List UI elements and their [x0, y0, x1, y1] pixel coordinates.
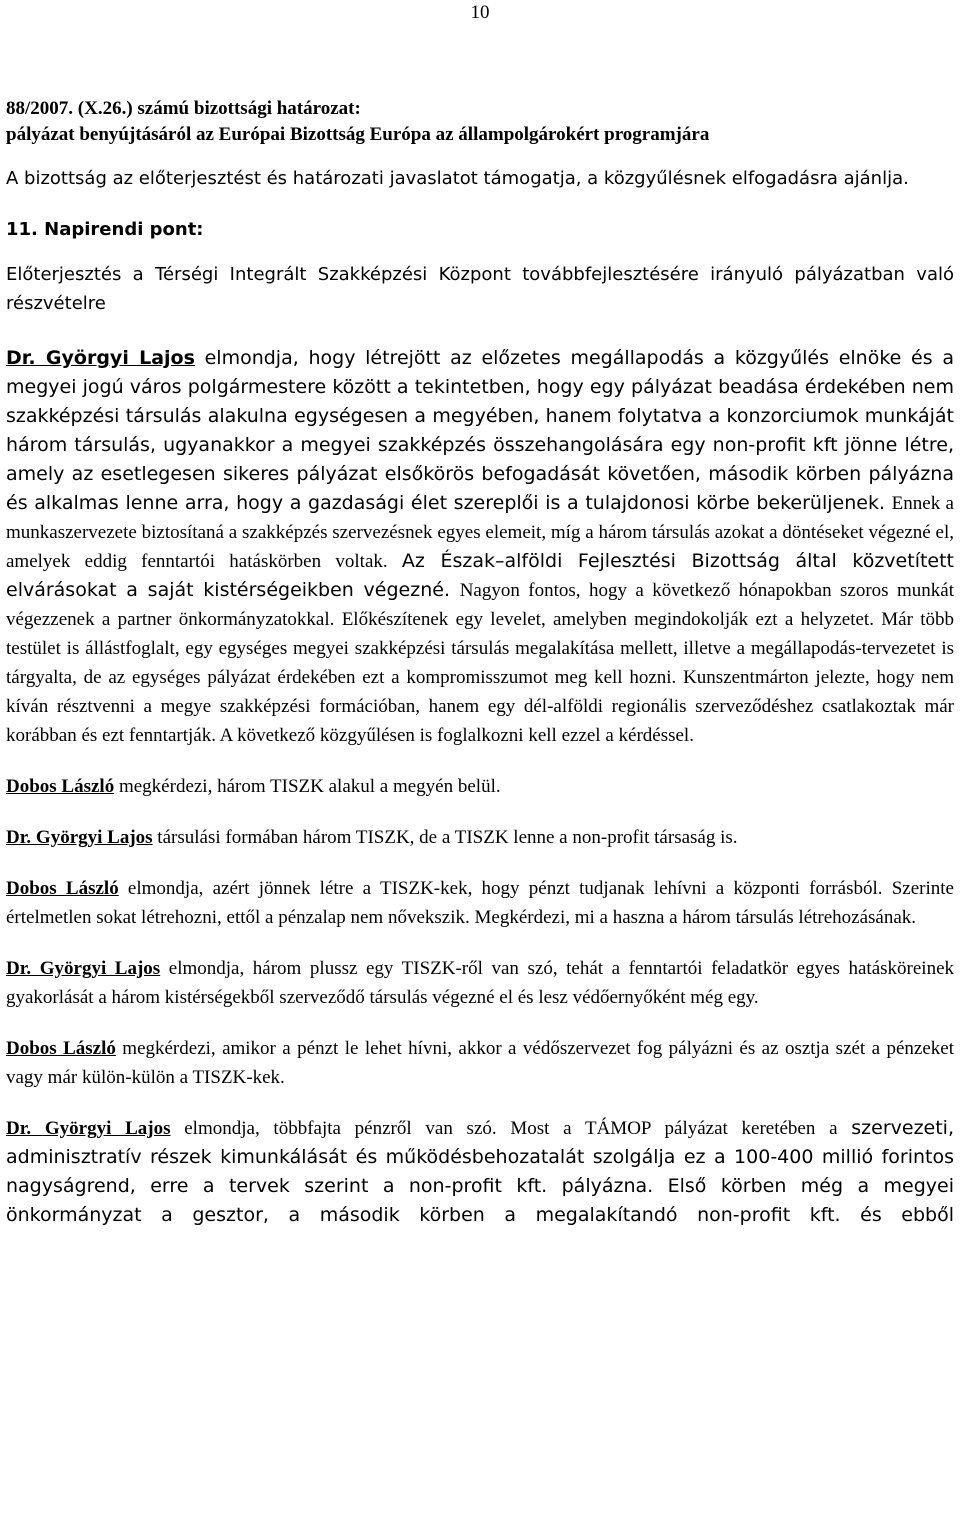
speaker-name: Dobos László [6, 878, 119, 899]
statement-3 [6, 823, 954, 852]
statement-text: megkérdezi, három TISZK alakul a megyén belül. [114, 776, 501, 797]
statement-text: Az Észak–alföldi Fejlesztési Bizottság által közvetített elvárásokat a saját kistérségeikben végezné. [6, 550, 955, 601]
statement-text: Nagyon fontos, hogy a következő hónapokban szoros munkát végezzenek a partner önkormányzatokkal. Előkészítenek egy levelet, amelyben megindokolják ezt a helyzetet. Már több testület is állástfoglalt, egy egységes megyei szakképzési társulás megalakítása mellett, illetve a megállapodás-tervezetet is tárgyalta, de az egységes pályázat érdekében ezt a kompromisszumot meg kell hozni. Kunszentmárton jelezte, hogy nem kíván résztvenni a megye szakképzési formációban, hanem egy dél-alföldi regionális szerveződéshez csatlakoztak már korábban és ezt fenntartják. A következő közgyűlésen is foglalkozni kell ezzel a kérdéssel. [6, 580, 954, 746]
statement-text: szervezeti, adminisztratív részek kimunkálását és működésbehozatalát szolgálja ez a 100-400 millió forintos nagyságrend, erre a tervek szerint a non-profit kft. pályázna. Első körben még a megyei önkormányzat a gesztor, a második körben a megalakítandó non-profit kft. és ebből [6, 1117, 955, 1226]
speaker-name: Dobos László [6, 776, 115, 797]
statement-text: elmondja, hogy létrejött az előzetes megállapodás a közgyűlés elnöke és a megyei jogú város polgármestere között a tekintetben, hogy egy pályázat beadása érdekében nem szakképzési társulás alakulna egységesen a megyében, hanem folytatva a konzorciumok munkáját három társulás, ugyanakkor a megyei szakképzés összehangolására egy non-profit kft jönne létre, amely az esetlegesen sikeres pályázat elsőkörös befogadását követően, második körben pályázna és alkalmas lenne arra, hogy a gazdasági élet szereplői is a tulajdonosi körbe bekerüljenek. [6, 347, 954, 514]
speaker-name: Dr. Györgyi Lajos [6, 958, 161, 979]
statement-text: megkérdezi, amikor a pénzt le lehet hívni, akkor a védőszervezet fog pályázni és az osztja szét a pénzeket vagy már külön-külön a TISZK-kek. [6, 1038, 954, 1088]
statement-text: elmondja, többfajta pénzről van szó. [170, 1118, 511, 1139]
statement-text: Ennek a munkaszervezete biztosítaná a szakképzés szervezésnek egyes elemeit, míg a három társulás azokat a döntéseket végezné el, amelyek eddig fenntartói hatáskörben voltak. [6, 493, 954, 572]
committee-recommendation: A bizottság az előterjesztést és határozati javaslatot támogatja, a közgyűlésnek elfogadásra ajánlja. [6, 168, 909, 189]
resolution-subject: pályázat benyújtásáról az Európai Bizottság Európa az állampolgárokért programjára [6, 124, 710, 145]
statement-text: elmondja, azért jönnek létre a TISZK-kek, hogy pénzt tudjanak lehívni a központi forrásból. Szerinte értelmetlen sokat létrehozni, ettől a pénzalap nem nővekszik. Megkérdezi, mi a haszna a három társulás létrehozásának. [6, 878, 954, 928]
speaker-name: Dr. Györgyi Lajos [6, 827, 153, 848]
statement-text: Most a TÁMOP pályázat keretében a [510, 1118, 852, 1139]
resolution-number: 88/2007. (X.26.) számú bizottsági határozat: [6, 98, 361, 119]
statement-2 [6, 772, 954, 801]
statement-6 [6, 1034, 954, 1092]
statement-text: elmondja, három plussz egy TISZK-ről van szó, tehát a fenntartói feladatkör egyes hatásköreinek gyakorlását a három kistérségekből szerveződő társulás végezné el és lesz védőernyőként még egy. [6, 958, 954, 1008]
speaker-name: Dr. Györgyi Lajos [6, 347, 195, 369]
statement-1 [6, 344, 954, 750]
statement-text: társulási formában három TISZK, de a TISZK lenne a non-profit társaság is. [152, 827, 738, 848]
statement-5 [6, 954, 954, 1012]
document-body [6, 96, 954, 1230]
statement-7 [6, 1114, 954, 1230]
page-number: 10 [470, 2, 490, 23]
statement-4 [6, 874, 954, 932]
speaker-name: Dobos László [6, 1038, 116, 1059]
agenda-title: Előterjesztés a Térségi Integrált Szakképzési Központ továbbfejlesztésére irányuló pályázatban való részvételre [6, 264, 954, 314]
speaker-name: Dr. Györgyi Lajos [6, 1118, 171, 1139]
agenda-heading: 11. Napirendi pont: [6, 219, 204, 240]
